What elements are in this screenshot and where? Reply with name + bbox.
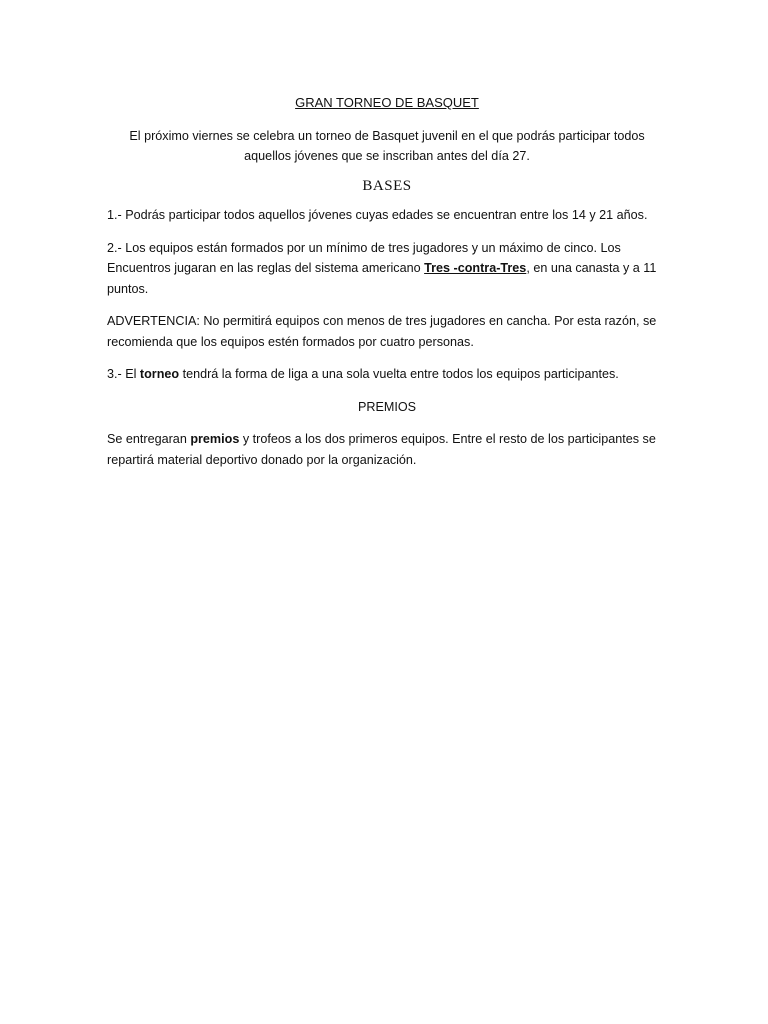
premios-emphasis: premios: [190, 432, 240, 446]
document-body: [107, 93, 667, 482]
rule-3: [107, 364, 667, 385]
premios-paragraph: [107, 429, 667, 470]
rule-3-emphasis: torneo: [139, 367, 180, 381]
intro-line-1: El próximo viernes se celebra un torneo de Basquet juvenil en el que podrás participar todos: [129, 128, 645, 143]
warning-paragraph: ADVERTENCIA: No permitirá equipos con menos de tres jugadores en cancha. Por esta razón, se recomienda que los equipos estén formados por cuatro personas.: [107, 314, 657, 349]
rule-3-text-before: 3.- El: [107, 367, 140, 381]
intro-paragraph: [107, 126, 667, 167]
premios-heading: PREMIOS: [357, 399, 417, 414]
rule-1: 1.- Podrás participar todos aquellos jóvenes cuyas edades se encuentran entre los 14 y 21 años.: [107, 208, 648, 222]
intro-line-2: aquellos jóvenes que se inscriban antes del día 27.: [244, 149, 530, 163]
rule-3-text-after: tendrá la forma de liga a una sola vuelta entre todos los equipos participantes.: [179, 367, 619, 381]
premios-text-after: y trofeos a los dos primeros equipos. Entre el resto de los participantes se repartirá material deportivo donado por la organización.: [107, 432, 656, 467]
rule-2: [107, 238, 667, 300]
document-title: GRAN TORNEO DE BASQUET: [295, 95, 479, 110]
rule-2-emphasis: Tres -contra-Tres: [424, 261, 527, 275]
rule-2-text-before: 2.- Los equipos están formados por un mínimo de tres jugadores y un máximo de cinco. Los Encuentros jugaran en las reglas del sistema americano: [107, 240, 621, 275]
rule-2-text-after: , en una canasta y a 11 puntos.: [107, 261, 657, 296]
bases-heading: BASES: [362, 177, 412, 194]
premios-text-before: Se entregaran: [107, 432, 191, 446]
